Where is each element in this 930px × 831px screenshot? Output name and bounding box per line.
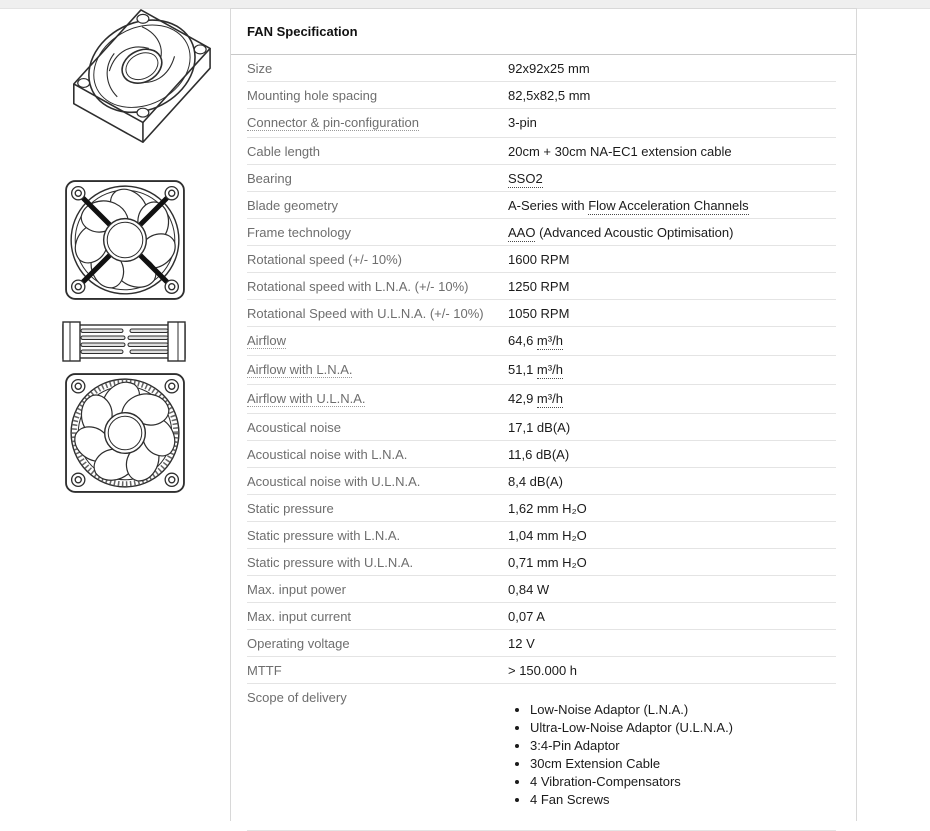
spec-label: Acoustical noise with U.L.N.A. [247,473,421,489]
spec-label: Static pressure with U.L.N.A. [247,554,414,570]
spec-value-text: 0,71 mm H₂O [508,554,587,570]
fan-isometric-drawing [58,2,216,162]
spec-value-text: 1600 RPM [508,251,570,267]
spec-row [247,165,836,192]
spec-label-cell [247,145,508,158]
spec-row [247,630,836,657]
spec-value [508,392,836,405]
spec-label: Rotational speed (+/- 10%) [247,251,403,267]
spec-row [247,549,836,576]
spec-label-link[interactable]: Airflow with U.L.N.A. [247,390,366,406]
spec-value-text: 0,84 W [508,581,550,597]
spec-label-cell [247,363,508,378]
spec-label: Static pressure with L.N.A. [247,527,401,543]
spec-value [508,116,836,129]
spec-value-text: 8,4 dB(A) [508,473,563,489]
spec-row [247,219,836,246]
fan-impeller-image[interactable] [64,372,186,494]
spec-label-cell [247,556,508,569]
spec-row [247,109,836,138]
spec-label-link[interactable]: Connector & pin-configuration [247,114,419,130]
spec-value [508,199,836,212]
spec-value [508,691,836,824]
spec-value-link[interactable]: Flow Acceleration Channels [588,197,749,213]
spec-label-cell [247,116,508,131]
spec-label-cell [247,280,508,293]
spec-value [508,529,836,542]
spec-value [508,637,836,650]
spec-label: Operating voltage [247,635,350,651]
spec-label: Acoustical noise with L.N.A. [247,446,408,462]
spec-value [508,280,836,293]
spec-value-text: 82,5x82,5 mm [508,87,591,103]
spec-row [247,576,836,603]
spec-label-cell [247,392,508,407]
spec-row [247,55,836,82]
spec-value [508,145,836,158]
spec-value-text: A-Series with [508,197,589,213]
spec-label-link[interactable]: Airflow [247,332,287,348]
spec-value [508,556,836,569]
spec-row [247,356,836,385]
fan-front-drawing [64,178,186,304]
spec-value-text: 11,6 dB(A) [508,446,570,462]
fan-side-image[interactable] [62,320,186,364]
spec-row [247,273,836,300]
spec-value [508,307,836,320]
spec-row [247,414,836,441]
spec-label-cell [247,691,508,704]
spec-label-link[interactable]: Airflow with L.N.A. [247,361,353,377]
fan-specification-panel [230,8,857,821]
spec-label: Size [247,60,273,76]
spec-label-cell [247,226,508,239]
spec-value [508,226,836,239]
spec-value-text: 0,07 A [508,608,545,624]
fan-side-drawing [62,320,186,364]
spec-label: Cable length [247,143,320,159]
spec-value-text: 51,1 [508,361,537,377]
spec-row [247,385,836,414]
spec-value [508,664,836,677]
spec-label-cell [247,583,508,596]
spec-value-text: 1250 RPM [508,278,570,294]
spec-value [508,62,836,75]
spec-label-cell [247,610,508,623]
spec-label-cell [247,448,508,461]
spec-value-text: 92x92x25 mm [508,60,590,76]
delivery-item: • 4 Vibration-Compensators [530,775,836,788]
spec-label: Mounting hole spacing [247,87,378,103]
spec-row [247,468,836,495]
spec-value-text: 1,04 mm H₂O [508,527,587,543]
spec-value-text: 20cm + 30cm NA-EC1 extension cable [508,143,732,159]
spec-row [247,327,836,356]
spec-value-text: 1,62 mm H₂O [508,500,587,516]
spec-row [247,192,836,219]
spec-label: Static pressure [247,500,334,516]
delivery-item: • 3:4-Pin Adaptor [530,739,836,752]
spec-value [508,502,836,515]
spec-label: MTTF [247,662,282,678]
spec-row [247,300,836,327]
spec-label-cell [247,307,508,320]
spec-value-text: 12 V [508,635,535,651]
spec-label: Blade geometry [247,197,339,213]
spec-value-text: > 150.000 h [508,662,578,678]
spec-label-cell [247,664,508,677]
spec-label-cell [247,637,508,650]
delivery-item: • Ultra-Low-Noise Adaptor (U.L.N.A.) [530,721,836,734]
spec-label: Frame technology [247,224,352,240]
spec-value-text: 1050 RPM [508,305,570,321]
spec-value-text: 17,1 dB(A) [508,419,571,435]
spec-row [247,138,836,165]
spec-value [508,583,836,596]
spec-label-cell [247,62,508,75]
delivery-item: • 30cm Extension Cable [530,757,836,770]
section-title: FAN Specification [231,9,856,55]
spec-value [508,475,836,488]
fan-front-image[interactable] [64,178,186,304]
spec-value-text: 3-pin [508,114,537,130]
spec-label-cell [247,253,508,266]
spec-value [508,172,836,185]
spec-value [508,448,836,461]
spec-row [247,522,836,549]
fan-impeller-drawing [64,372,186,494]
spec-label: Rotational speed with L.N.A. (+/- 10%) [247,278,469,294]
spec-row [247,603,836,630]
spec-row [247,684,836,831]
spec-value-link[interactable]: m³/h [536,332,563,348]
spec-value-text: 42,9 [508,390,537,406]
spec-label: Acoustical noise [247,419,341,435]
spec-value [508,89,836,102]
delivery-item: • Low-Noise Adaptor (L.N.A.) [530,703,836,716]
fan-isometric-image[interactable] [58,2,216,162]
spec-label: Bearing [247,170,292,186]
spec-value-link[interactable]: m³/h [536,361,563,377]
spec-label-cell [247,529,508,542]
spec-label-cell [247,334,508,349]
spec-row [247,657,836,684]
spec-value-link[interactable]: m³/h [536,390,563,406]
spec-label-cell [247,172,508,185]
spec-label-cell [247,89,508,102]
spec-label-cell [247,199,508,212]
spec-row [247,246,836,273]
spec-rows [231,55,856,831]
spec-label: Max. input power [247,581,346,597]
spec-label: Scope of delivery [247,689,347,705]
spec-value [508,610,836,623]
spec-value-text: 64,6 [508,332,537,348]
delivery-item: • 4 Fan Screws [530,793,836,806]
spec-row [247,495,836,522]
spec-row [247,82,836,109]
spec-value-link[interactable]: AAO [508,224,536,240]
spec-label-cell [247,502,508,515]
spec-value [508,253,836,266]
spec-label: Max. input current [247,608,352,624]
spec-label-cell [247,475,508,488]
spec-value-link[interactable]: SSO2 [508,170,543,186]
delivery-list [508,703,836,806]
spec-row [247,441,836,468]
spec-label: Rotational Speed with U.L.N.A. (+/- 10%) [247,305,484,321]
spec-value-text: (Advanced Acoustic Optimisation) [535,224,734,240]
spec-value [508,334,836,347]
spec-value [508,363,836,376]
spec-label-cell [247,421,508,434]
spec-value [508,421,836,434]
